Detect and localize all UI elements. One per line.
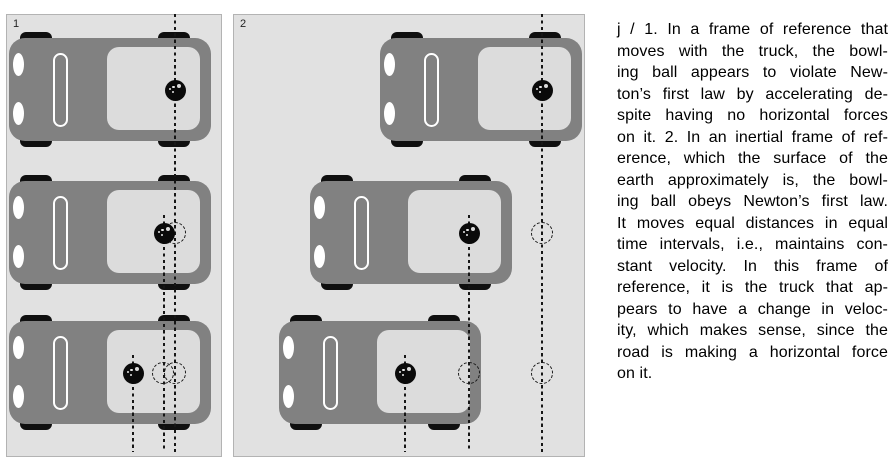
finger-hole	[399, 371, 402, 374]
bowling-ball	[459, 223, 480, 244]
finger-hole	[127, 371, 130, 374]
ball-glint	[177, 84, 181, 88]
windshield	[53, 336, 68, 410]
finger-hole	[466, 229, 469, 232]
windshield	[354, 196, 369, 270]
finger-hole	[161, 229, 164, 232]
caption-line: road is making a horizontal force	[617, 343, 888, 361]
bowling-ball	[154, 223, 175, 244]
windshield	[53, 196, 68, 270]
truck-bed	[107, 47, 200, 130]
bowling-ball	[123, 363, 144, 384]
caption-line: reference, it is the truck that ap-	[617, 279, 888, 296]
caption-line: erence, which the surface of the	[617, 150, 888, 167]
headlight	[13, 336, 24, 359]
headlight	[13, 196, 24, 219]
ghost-ball-outline	[531, 222, 553, 244]
finger-hole	[539, 86, 542, 89]
bowling-ball	[395, 363, 416, 384]
ball-glint	[471, 227, 475, 231]
caption-line: ing ball appears to violate New-	[617, 64, 888, 81]
caption-line: j / 1. In a frame of reference that	[617, 21, 888, 38]
figure-caption	[617, 19, 888, 385]
caption-line: ing ball obeys Newton’s first law.	[617, 193, 888, 210]
panel-label: 1	[13, 18, 20, 30]
caption-line: stant velocity. In this frame of	[617, 257, 888, 275]
finger-hole	[158, 231, 161, 234]
finger-hole	[402, 369, 405, 372]
windshield	[53, 53, 68, 127]
windshield	[424, 53, 439, 127]
finger-hole	[539, 91, 542, 94]
headlight	[314, 196, 325, 219]
headlight	[13, 385, 24, 408]
caption-line: moves with the truck, the bowl-	[617, 42, 888, 60]
bowling-ball	[165, 80, 186, 101]
caption-line: on it.	[617, 365, 653, 382]
finger-hole	[536, 88, 539, 91]
dash-line	[163, 215, 165, 452]
ball-glint	[407, 367, 411, 371]
truck	[310, 181, 512, 284]
ghost-ball-outline	[458, 362, 480, 384]
caption-line: It moves equal distances in equal	[617, 214, 888, 232]
caption-line: on it. 2. In an inertial frame of ref-	[617, 128, 888, 146]
caption-line: ity, which makes sense, since the	[617, 322, 888, 339]
finger-hole	[466, 234, 469, 237]
headlight	[283, 336, 294, 359]
ghost-ball-outline	[164, 362, 186, 384]
ball-glint	[135, 367, 139, 371]
headlight	[384, 53, 395, 76]
caption-line: earth approximately is, the bowl-	[617, 171, 888, 189]
headlight	[283, 385, 294, 408]
ball-glint	[166, 227, 170, 231]
finger-hole	[161, 234, 164, 237]
finger-hole	[172, 86, 175, 89]
bowling-ball	[532, 80, 553, 101]
headlight	[13, 53, 24, 76]
ghost-ball-outline	[531, 362, 553, 384]
caption-line: pears to have a change in veloc-	[617, 300, 888, 318]
truck	[279, 321, 481, 424]
finger-hole	[130, 374, 133, 377]
headlight	[13, 245, 24, 268]
finger-hole	[169, 88, 172, 91]
panel-label: 2	[240, 18, 247, 30]
caption-line: spite having no horizontal forces	[617, 107, 888, 124]
truck-bed	[408, 190, 501, 273]
headlight	[13, 102, 24, 125]
finger-hole	[130, 369, 133, 372]
truck-bed	[377, 330, 470, 413]
caption-line: time intervals, i.e., maintains con-	[617, 236, 888, 253]
dash-line	[468, 215, 470, 452]
finger-hole	[463, 231, 466, 234]
windshield	[323, 336, 338, 410]
ball-glint	[544, 84, 548, 88]
finger-hole	[402, 374, 405, 377]
headlight	[314, 245, 325, 268]
truck-bed	[478, 47, 571, 130]
finger-hole	[172, 91, 175, 94]
caption-line: ton’s first law by accelerating de-	[617, 85, 888, 103]
headlight	[384, 102, 395, 125]
